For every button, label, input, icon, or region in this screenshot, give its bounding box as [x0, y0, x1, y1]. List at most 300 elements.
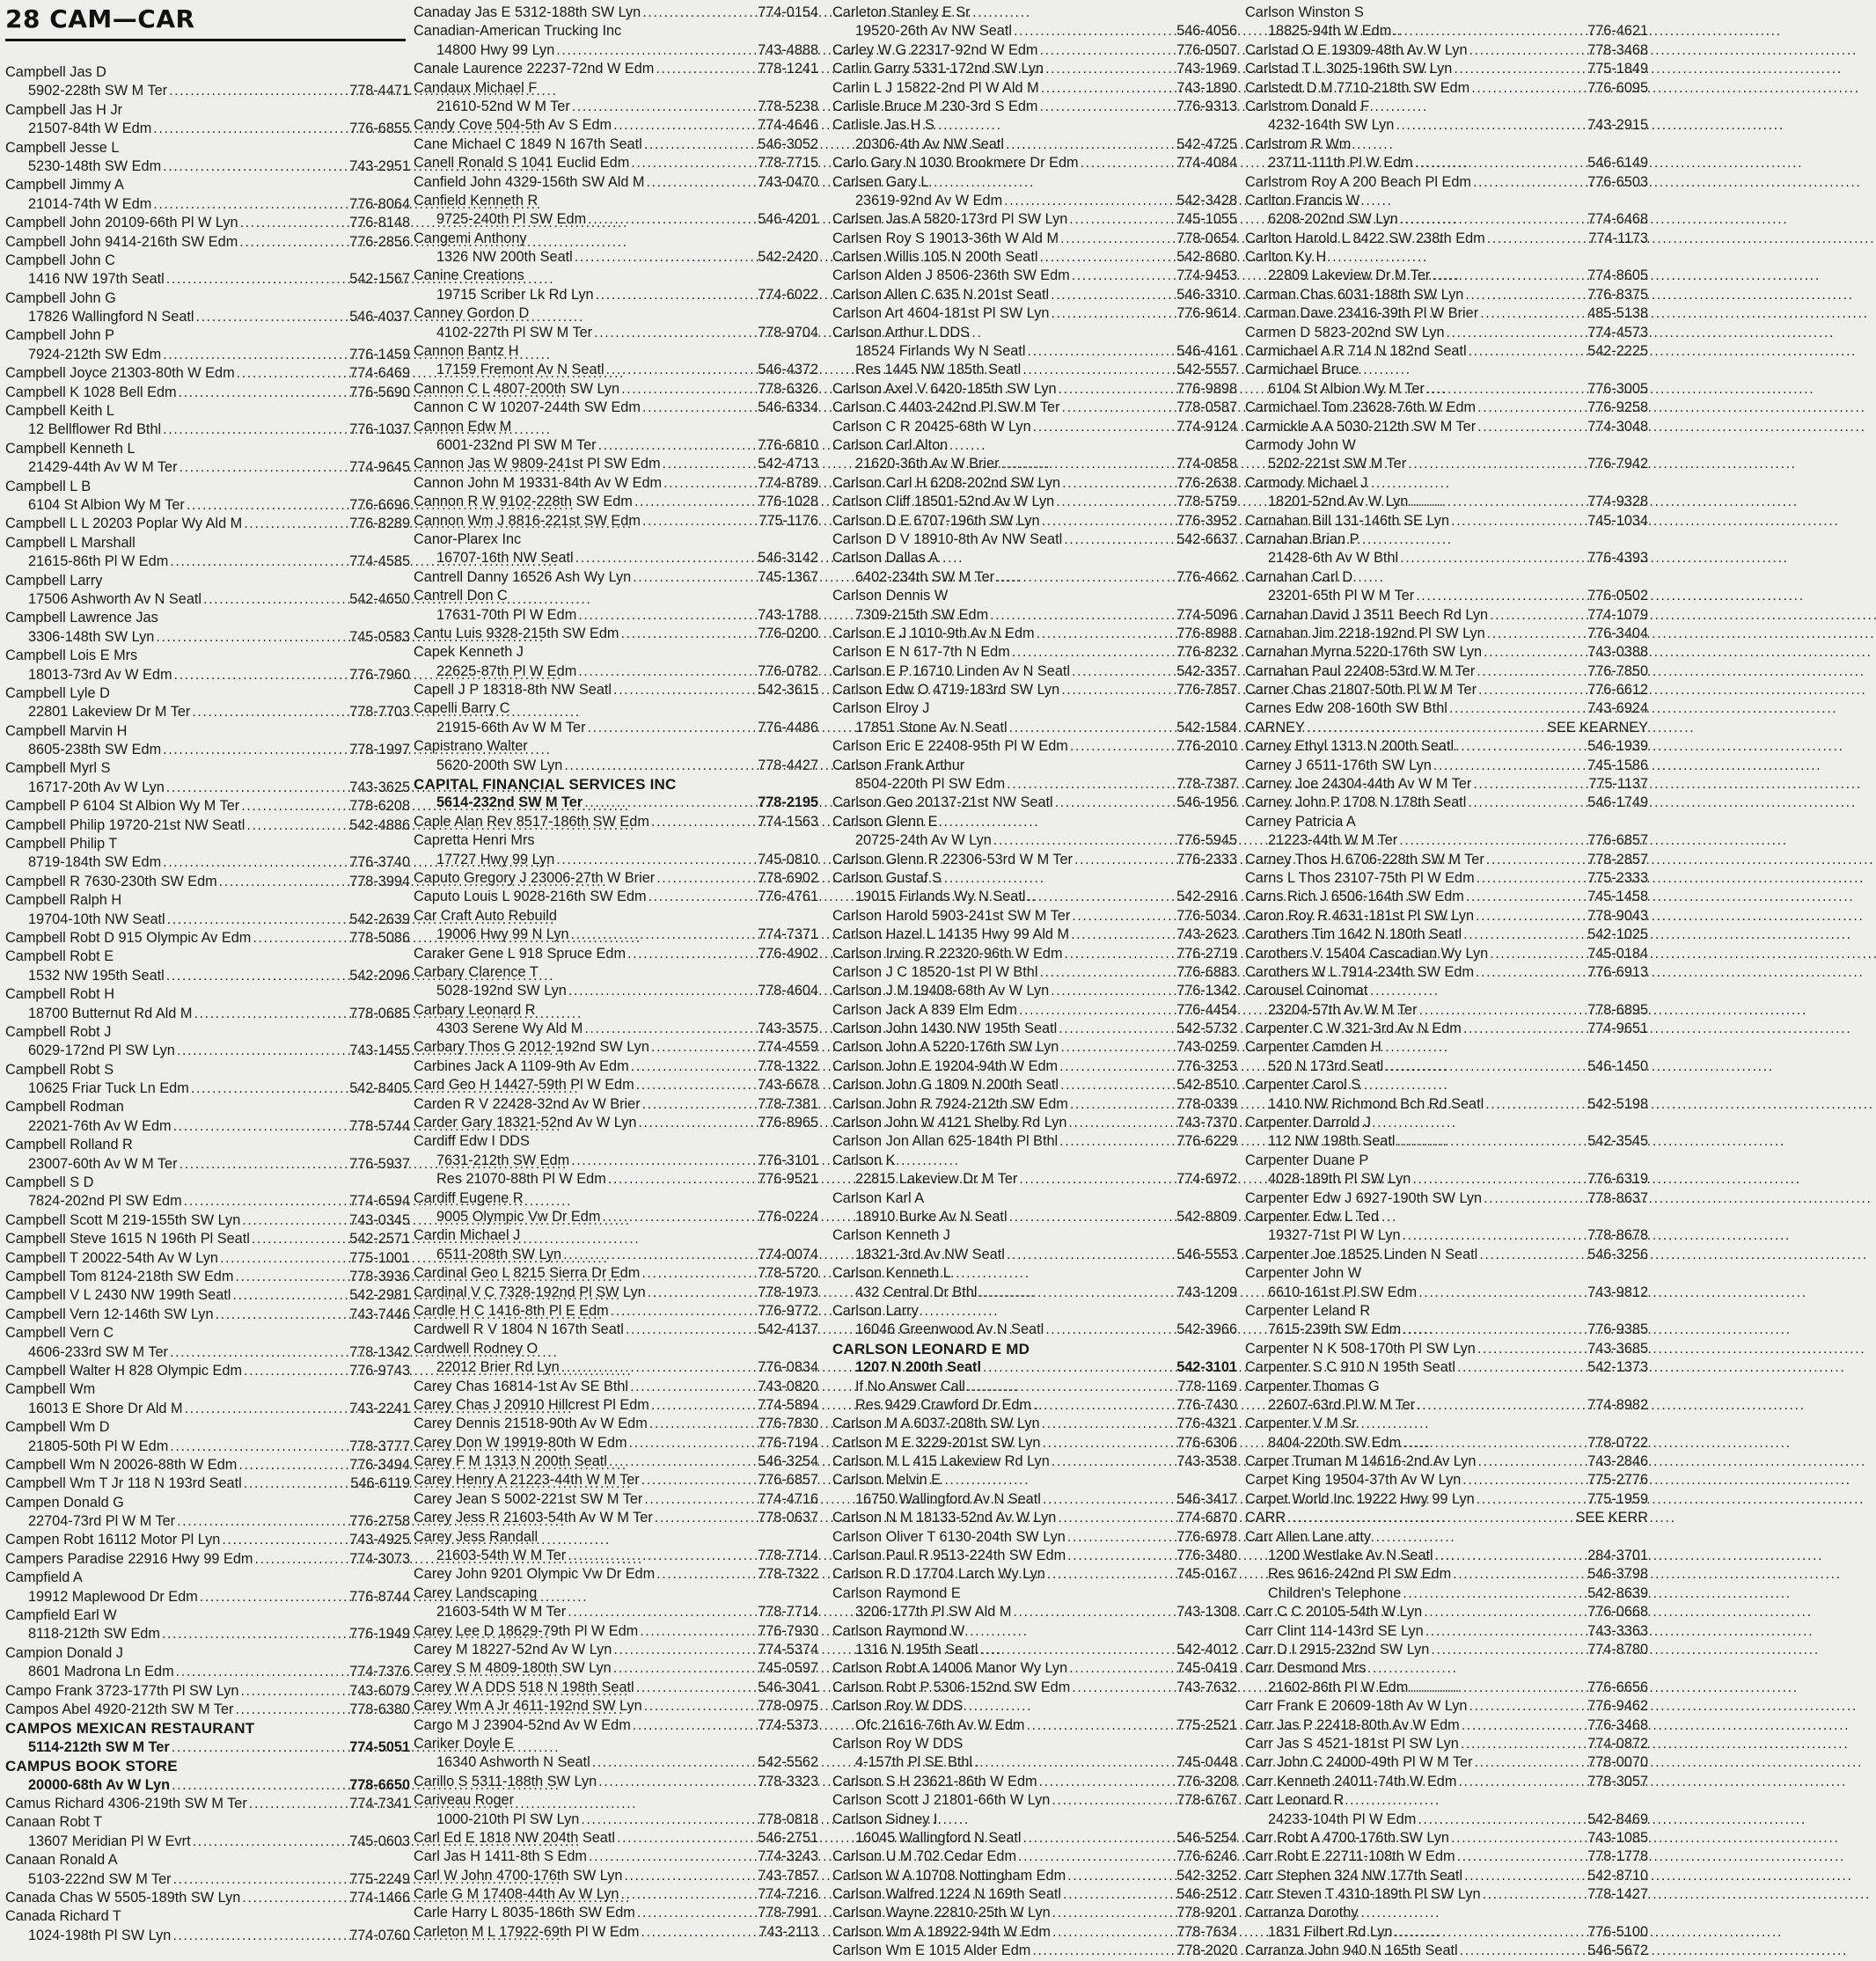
- phone-number: 774-1173: [1588, 230, 1648, 246]
- dot-leader: [156, 628, 348, 647]
- listing-name: Carlson Cliff 18501-52nd Av W Lyn: [832, 494, 1055, 510]
- listing-name: Carlson E P 16710 Linden Av N Seatl: [832, 662, 1071, 679]
- listing-entry: [5, 1211, 410, 1230]
- dot-leader: [1477, 1452, 1586, 1471]
- dot-leader: [1410, 493, 1586, 511]
- phone-number: 776-1028: [758, 494, 818, 510]
- listing-entry: [1245, 1378, 1648, 1416]
- listing-name: Carlin L J 15822-2nd Pl W Ald M: [832, 79, 1039, 96]
- phone-number: 745-0597: [758, 1660, 818, 1677]
- listing-name: Carlson Allen C 635 N 201st Seatl: [832, 286, 1050, 303]
- listing-entry: [5, 1550, 410, 1569]
- listing-entry: [832, 1378, 1237, 1396]
- phone-number: 774-9651: [1587, 1021, 1648, 1037]
- dot-leader: [1451, 512, 1586, 530]
- listing-name: Canale Laurence 22237-72nd W Edm: [414, 61, 655, 77]
- listing-address: 12 Bellflower Rd Bthl: [28, 421, 162, 438]
- dot-leader: [1001, 455, 1176, 473]
- listing-name: Carney Joe 24304-44th Av W M Ter: [1245, 776, 1472, 793]
- listing-entry: [5, 1682, 410, 1701]
- listing-name: Carlson Irving R 22320-96th W Edm: [832, 945, 1063, 962]
- listing-name: Carlson C R 20425-68th W Lyn: [832, 418, 1031, 435]
- dot-leader: [166, 779, 348, 797]
- listing-entry: [832, 587, 1237, 625]
- phone-number: 776-9614: [1176, 305, 1237, 322]
- phone-number: 776-9462: [1587, 1698, 1648, 1715]
- listing-entry: [5, 326, 410, 364]
- dot-leader: [196, 308, 348, 326]
- listing-name: Carlson Melvin E: [832, 1472, 942, 1489]
- dot-leader: [162, 1625, 348, 1643]
- page-title: 28 CAM—CAR: [5, 4, 195, 33]
- dot-leader: [1012, 643, 1175, 662]
- phone-number: 546-4201: [758, 211, 818, 228]
- phone-number: 774-4573: [1587, 324, 1648, 340]
- phone-number: 778-4471: [349, 83, 410, 99]
- phone-number: 542-2420: [758, 249, 818, 266]
- listing-entry: [5, 1362, 410, 1380]
- listing-name: Carleton M L 17922-69th Pl W Edm: [414, 1923, 640, 1940]
- dot-leader: [651, 813, 756, 831]
- phone-number: 778-0818: [758, 1811, 818, 1827]
- listing-entry: [832, 1189, 1237, 1227]
- listing-entry: [1245, 1659, 1648, 1697]
- phone-number: 542-4137: [758, 1321, 818, 1338]
- listing-address: 16046 Greenwood Av N Seatl: [855, 1321, 1044, 1338]
- listing-name: Carlisle Bruce M 230-3rd S Edm: [832, 98, 1038, 114]
- phone-number: 542-3615: [758, 682, 818, 699]
- dot-leader: [1410, 1679, 1586, 1697]
- listing-address: 19704-10th NW Seatl: [28, 911, 165, 927]
- phone-number: 774-9328: [1587, 494, 1648, 510]
- listing-name: Carlson M A 6037-208th SW Lyn: [832, 1416, 1040, 1432]
- dot-leader: [594, 324, 756, 342]
- listing-name: Carlson Raymond E: [832, 1584, 961, 1601]
- listing-name: Carlo Gary N 1030 Brookmere Dr Edm: [832, 155, 1079, 172]
- listing-entry: [832, 1264, 1237, 1302]
- listing-entry: [414, 1923, 818, 1942]
- dot-leader: [172, 1738, 348, 1757]
- listing-entry: [1245, 737, 1648, 756]
- listing-name: Cardle H C 1416-8th Pl E Edm: [414, 1302, 609, 1319]
- dot-leader: [253, 929, 348, 948]
- listing-entry: [5, 816, 410, 835]
- dot-leader: [240, 1682, 348, 1701]
- phone-number: 542-6637: [1176, 530, 1237, 547]
- phone-number: 774-0154: [758, 4, 818, 20]
- dot-leader: [1052, 1904, 1176, 1922]
- listing-entry: [1245, 474, 1648, 512]
- dot-leader: [613, 681, 756, 699]
- listing-name: Campen Robt 16112 Motor Pl Lyn: [5, 1532, 221, 1548]
- dot-leader: [1477, 418, 1586, 436]
- dot-leader: [642, 512, 757, 530]
- listing-entry: [5, 289, 410, 327]
- phone-number: 778-9704: [758, 324, 818, 340]
- phone-number: 778-0722: [1587, 1434, 1648, 1451]
- listing-entry: [414, 568, 818, 587]
- phone-number: 778-0975: [758, 1698, 818, 1715]
- listing-name: Carlson Edw O 4719-183rd SW Lyn: [832, 682, 1060, 699]
- listing-name: Campbell Robt D 915 Olympic Av Edm: [5, 929, 252, 946]
- phone-number: 743-1308: [1176, 1604, 1237, 1621]
- phone-number: 743-6678: [758, 1077, 818, 1094]
- phone-number: 776-4761: [758, 889, 818, 905]
- dot-leader: [1070, 1095, 1175, 1114]
- phone-number: 778-0637: [758, 1510, 818, 1526]
- phone-number: 778-6380: [349, 1701, 410, 1717]
- dot-leader: [636, 1076, 757, 1094]
- dot-leader: [606, 361, 757, 379]
- dot-leader: [1477, 399, 1586, 417]
- listing-name: Cangemi Anthony: [414, 230, 527, 246]
- listing-entry: [1245, 1641, 1648, 1659]
- listing-name: Campbell Myrl S: [5, 760, 111, 777]
- phone-number: 743-0388: [1587, 644, 1648, 661]
- listing-entry: [832, 418, 1237, 436]
- listing-entry: [832, 926, 1237, 944]
- listing-entry: [414, 813, 818, 831]
- listing-name: Carey F M 1313 N 200th Seatl: [414, 1453, 607, 1470]
- dot-leader: [1004, 192, 1175, 210]
- phone-number: 776-1949: [349, 1626, 410, 1643]
- dot-leader: [1412, 1170, 1586, 1189]
- listing-entry: [832, 474, 1237, 493]
- listing-name: Carleton Stanley E Sr: [832, 4, 971, 20]
- phone-number: 284-3701: [1587, 1548, 1648, 1564]
- dot-leader: [649, 888, 757, 906]
- listing-entry: [832, 813, 1237, 851]
- phone-number: 774-6022: [758, 286, 818, 303]
- directory-column-2: [414, 4, 818, 1952]
- dot-leader: [663, 455, 757, 473]
- listing-address: 8504-220th Pl SW Edm: [855, 776, 1006, 793]
- phone-number: 776-7942: [1587, 456, 1648, 472]
- listing-entry: [832, 945, 1237, 963]
- listing-entry: [414, 1904, 818, 1922]
- listing-entry: [1245, 568, 1648, 606]
- dot-leader: [1477, 1490, 1587, 1509]
- phone-number: 546-3142: [758, 550, 818, 567]
- dot-leader: [637, 1904, 756, 1922]
- dot-leader: [1052, 1923, 1175, 1942]
- listing-name: Carlson S H 23621-86th W Edm: [832, 1773, 1037, 1789]
- listing-entry: [414, 530, 818, 568]
- listing-name: Carpenter C W 321-3rd Av N Edm: [1245, 1021, 1462, 1037]
- dot-leader: [584, 794, 756, 812]
- listing-name: Carbary Clarence T: [414, 963, 539, 980]
- listing-entry: [832, 1057, 1237, 1076]
- listing-name: Campbell Jimmy A: [5, 177, 124, 194]
- listing-address: 22021-76th Av W Edm: [28, 1117, 172, 1134]
- listing-entry: [1245, 1773, 1648, 1791]
- listing-entry: [414, 1396, 818, 1415]
- listing-entry: [1245, 813, 1648, 851]
- listing-name: Campbell Larry: [5, 572, 103, 589]
- dot-leader: [180, 1155, 348, 1174]
- dot-leader: [1072, 1679, 1175, 1697]
- dot-leader: [1009, 719, 1176, 737]
- phone-number: 743-4925: [349, 1532, 410, 1548]
- phone-number: 776-8375: [1587, 286, 1648, 303]
- listing-address: 21428-6th Av W Bthl: [1268, 550, 1399, 567]
- listing-name: Campbell Scott M 219-155th SW Lyn: [5, 1211, 241, 1228]
- listing-entry: [832, 1152, 1237, 1189]
- phone-number: 778-2195: [758, 794, 818, 811]
- phone-number: 743-3575: [758, 1021, 818, 1037]
- listing-name: Carlton Ky H: [1245, 249, 1327, 266]
- listing-name: Canaan Robt T: [5, 1814, 103, 1831]
- listing-name: Carlson John A 5220-176th SW Lyn: [832, 1039, 1059, 1056]
- phone-number: 778-7714: [758, 1548, 818, 1564]
- listing-entry: [1245, 907, 1648, 926]
- dot-leader: [993, 831, 1175, 850]
- phone-number: 743-2241: [349, 1400, 410, 1416]
- dot-leader: [627, 945, 756, 963]
- listing-name: Carmen D 5823-202nd SW Lyn: [1245, 324, 1445, 340]
- listing-address: 1326 NW 200th Seatl: [436, 249, 573, 266]
- listing-name: Carey Jean S 5002-221st SW M Ter: [414, 1490, 643, 1507]
- dot-leader: [633, 568, 756, 587]
- listing-address: Res 9429 Crawford Dr Edm: [855, 1396, 1031, 1413]
- listing-address: 22809 Lakeview Dr M Ter: [1268, 267, 1431, 284]
- dot-leader: [246, 816, 348, 835]
- phone-number: 542-8510: [1176, 1077, 1237, 1094]
- phone-number: 778-0654: [1176, 230, 1237, 246]
- listing-name: Cardwell R V 1804 N 167th Seatl: [414, 1321, 624, 1338]
- listing-entry: [1245, 1509, 1648, 1527]
- phone-number: 776-3404: [1587, 625, 1648, 641]
- listing-address: 19715 Scriber Lk Rd Lyn: [436, 286, 594, 303]
- listing-address: 7631-212th SW Edm: [436, 1152, 570, 1168]
- phone-number: 774-1563: [758, 813, 818, 830]
- dot-leader: [1052, 1791, 1175, 1810]
- phone-number: 776-3208: [1176, 1773, 1237, 1789]
- listing-entry: [5, 891, 410, 929]
- phone-number: 778-1322: [758, 1057, 818, 1074]
- listing-name: Carey Chas 16814-1st Av SE Bthl: [414, 1378, 629, 1394]
- dot-leader: [556, 41, 756, 60]
- listing-name: Campbell Wm T Jr 118 N 193rd Seatl: [5, 1475, 242, 1492]
- listing-name: Carr Leonard R: [1245, 1792, 1345, 1809]
- listing-entry: [1245, 230, 1648, 248]
- listing-entry: [832, 1095, 1237, 1114]
- listing-entry: [414, 267, 818, 304]
- listing-address: 21805-50th Pl W Edm: [28, 1438, 169, 1454]
- listing-entry: [414, 342, 818, 380]
- phone-number: 776-2333: [1176, 851, 1237, 867]
- listing-name: Carnahan Paul 22408-53rd W M Ter: [1245, 662, 1476, 679]
- listing-entry: [1245, 681, 1648, 699]
- listing-address: 6610-161st Pl SW Edm: [1268, 1284, 1418, 1300]
- phone-number: 776-8148: [349, 215, 410, 231]
- listing-entry: [5, 1456, 410, 1474]
- listing-entry: [414, 4, 818, 22]
- dot-leader: [584, 1020, 756, 1038]
- phone-number: 776-7857: [1176, 682, 1237, 699]
- phone-number: 778-7715: [758, 155, 818, 172]
- listing-address: 6104 St Albion Wy M Ter: [1268, 380, 1425, 397]
- phone-number: 542-4650: [349, 590, 410, 607]
- dot-leader: [176, 1663, 348, 1681]
- listing-entry: [414, 1340, 818, 1378]
- phone-number: 778-8637: [1587, 1189, 1648, 1206]
- listing-name: Carlson Gustaf S: [832, 869, 942, 886]
- listing-address: 24233-104th Pl W Edm: [1268, 1811, 1417, 1827]
- dot-leader: [1485, 1095, 1586, 1114]
- listing-name: Carnes Edw 208-160th SW Bthl: [1245, 700, 1447, 717]
- listing-entry: [1245, 643, 1648, 662]
- phone-number: 542-1025: [1587, 926, 1648, 943]
- listing-entry: [5, 1889, 410, 1907]
- listing-name: Carden R V 22428-32nd Av W Brier: [414, 1095, 641, 1112]
- listing-name: Carnahan Bill 131-146th SE Lyn: [1245, 512, 1450, 529]
- listing-entry: [414, 1867, 818, 1885]
- phone-number: 774-8789: [758, 474, 818, 491]
- listing-entry: [1245, 1904, 1648, 1942]
- listing-name: Cannon Wm J 8816-221st SW Edm: [414, 512, 641, 529]
- dot-leader: [1416, 587, 1586, 605]
- phone-number: 743-0470: [758, 173, 818, 190]
- listing-address: 7824-202nd Pl SW Edm: [28, 1193, 182, 1210]
- listing-address: 16013 E Shore Dr Ald M: [28, 1400, 183, 1416]
- listing-entry: [5, 534, 410, 572]
- listing-address: 6402-234th SW M Ter: [855, 568, 995, 585]
- listing-entry: [832, 530, 1237, 549]
- phone-number: 745-0448: [1176, 1754, 1237, 1771]
- listing-name: Carlson E N 617-7th N Edm: [832, 644, 1010, 661]
- listing-address: 18201-52nd Av W Lyn: [1268, 494, 1409, 510]
- listing-entry: [1245, 606, 1648, 625]
- listing-name: Carpenter Camden H: [1245, 1039, 1381, 1056]
- dot-leader: [179, 384, 348, 402]
- dot-leader: [1069, 210, 1175, 229]
- phone-number: 776-5937: [349, 1155, 410, 1172]
- listing-name: Car Craft Auto Rebuild: [414, 907, 557, 924]
- dot-leader: [242, 1211, 348, 1230]
- listing-address: 7615-239th SW Edm: [1268, 1321, 1402, 1338]
- listing-name: Carlson Robt A 14006 Manor Wy Lyn: [832, 1660, 1068, 1677]
- listing-name: Carlsen Jas A 5820-173rd Pl SW Lyn: [832, 211, 1068, 228]
- listing-entry: [414, 1434, 818, 1452]
- listing-address: 1024-198th Pl SW Lyn: [28, 1927, 172, 1943]
- listing-entry: [414, 399, 818, 417]
- listing-name: Canine Creations: [414, 267, 524, 284]
- listing-address: 19520-26th Av NW Seatl: [855, 23, 1012, 40]
- listing-name: Carey S M 4809-180th SW Lyn: [414, 1660, 612, 1677]
- phone-number: 774-1079: [1587, 606, 1648, 623]
- listing-entry: [414, 1716, 818, 1735]
- listing-entry: [832, 1565, 1237, 1584]
- listing-name: Caraker Gene L 918 Spruce Edm: [414, 945, 627, 962]
- listing-entry: [414, 1378, 818, 1396]
- phone-number: 774-3243: [758, 1848, 818, 1865]
- listing-name: Carey Lee D 18629-79th Pl W Edm: [414, 1622, 639, 1639]
- dot-leader: [153, 120, 348, 138]
- phone-number: 778-6650: [349, 1776, 410, 1793]
- listing-name: Carothers Tim 1642 N 180th Seatl: [1245, 926, 1462, 943]
- listing-entry: [1245, 1208, 1648, 1246]
- phone-number: 542-2981: [349, 1287, 410, 1304]
- listing-address: 1410 NW Richmond Bch Rd Seatl: [1268, 1095, 1484, 1112]
- phone-number: 776-5034: [1176, 907, 1237, 924]
- listing-name: Carmickle A A 5030-212th SW M Ter: [1245, 418, 1477, 435]
- listing-name: Carman Chas 6031-188th SW Lyn: [1245, 286, 1464, 303]
- phone-number: 778-7714: [758, 1604, 818, 1621]
- dot-leader: [656, 60, 756, 78]
- dot-leader: [1039, 41, 1175, 60]
- listing-name: Carlstrom R Wm: [1245, 135, 1352, 152]
- listing-name: CARNEY: [1245, 719, 1305, 735]
- dot-leader: [1449, 699, 1586, 718]
- listing-entry: [1245, 248, 1648, 286]
- listing-name: Canell Ronald S 1041 Euclid Edm: [414, 155, 630, 172]
- listing-address: 23711-111th Pl W Edm: [1268, 155, 1413, 172]
- listing-entry: [1245, 135, 1648, 173]
- listing-name: Carlson R D 17704 Larch Wy Lyn: [832, 1566, 1045, 1583]
- dot-leader: [1081, 154, 1176, 172]
- dot-leader: [1464, 1867, 1586, 1885]
- dot-leader: [1063, 1885, 1175, 1904]
- listing-entry: [832, 286, 1237, 304]
- listing-entry: [832, 1584, 1237, 1622]
- dot-leader: [1425, 1622, 1586, 1641]
- listing-entry: [1245, 982, 1648, 1020]
- dot-leader: [1403, 1434, 1586, 1452]
- dot-leader: [1487, 625, 1586, 643]
- listing-entry: [832, 98, 1237, 116]
- listing-entry: [1245, 342, 1648, 361]
- listing-entry: [832, 851, 1237, 869]
- dot-leader: [1037, 625, 1176, 643]
- listing-name: Carlson John 1430 NW 195th Seatl: [832, 1021, 1058, 1037]
- listing-name: Carder Gary 18321-52nd Av W Lyn: [414, 1115, 637, 1131]
- phone-number: 743-2915: [1587, 117, 1648, 134]
- listing-name: Campbell R 7630-230th SW Edm: [5, 873, 217, 889]
- dot-leader: [254, 1550, 348, 1569]
- dot-leader: [172, 1927, 348, 1945]
- phone-number: 778-2020: [1176, 1943, 1237, 1959]
- listing-entry: [414, 116, 818, 135]
- listing-entry: [5, 684, 410, 722]
- phone-number: 776-9258: [1587, 399, 1648, 416]
- phone-number: 776-6319: [1587, 1171, 1648, 1188]
- dot-leader: [1433, 757, 1586, 775]
- phone-number: 743-3538: [1176, 1453, 1237, 1470]
- phone-number: 546-5553: [1176, 1246, 1237, 1262]
- listing-name: Campbell Jas H Jr: [5, 101, 123, 118]
- listing-name: Campbell Rolland R: [5, 1137, 133, 1153]
- listing-entry: [832, 963, 1237, 982]
- listing-address: 17826 Wallingford N Seatl: [28, 309, 194, 326]
- listing-entry: [1245, 1114, 1648, 1152]
- listing-address: 9725-240th Pl SW Edm: [436, 211, 587, 228]
- dot-leader: [1056, 493, 1175, 511]
- dot-leader: [177, 1042, 348, 1060]
- listing-name: Campbell L L 20203 Poplar Wy Ald M: [5, 516, 243, 532]
- dot-leader: [578, 662, 756, 681]
- dot-leader: [617, 1829, 756, 1848]
- listing-entry: [414, 831, 818, 869]
- dot-leader: [240, 214, 348, 232]
- listing-name: Campers Paradise 22916 Hwy 99 Edm: [5, 1550, 253, 1567]
- dot-leader: [642, 1095, 757, 1114]
- listing-entry: [414, 22, 818, 60]
- listing-name: CARLSON LEONARD E MD: [832, 1340, 1030, 1357]
- dot-leader: [1447, 324, 1587, 342]
- listing-name: Carns Rich J 6506-164th SW Edm: [1245, 889, 1464, 905]
- listing-entry: [1245, 1020, 1648, 1038]
